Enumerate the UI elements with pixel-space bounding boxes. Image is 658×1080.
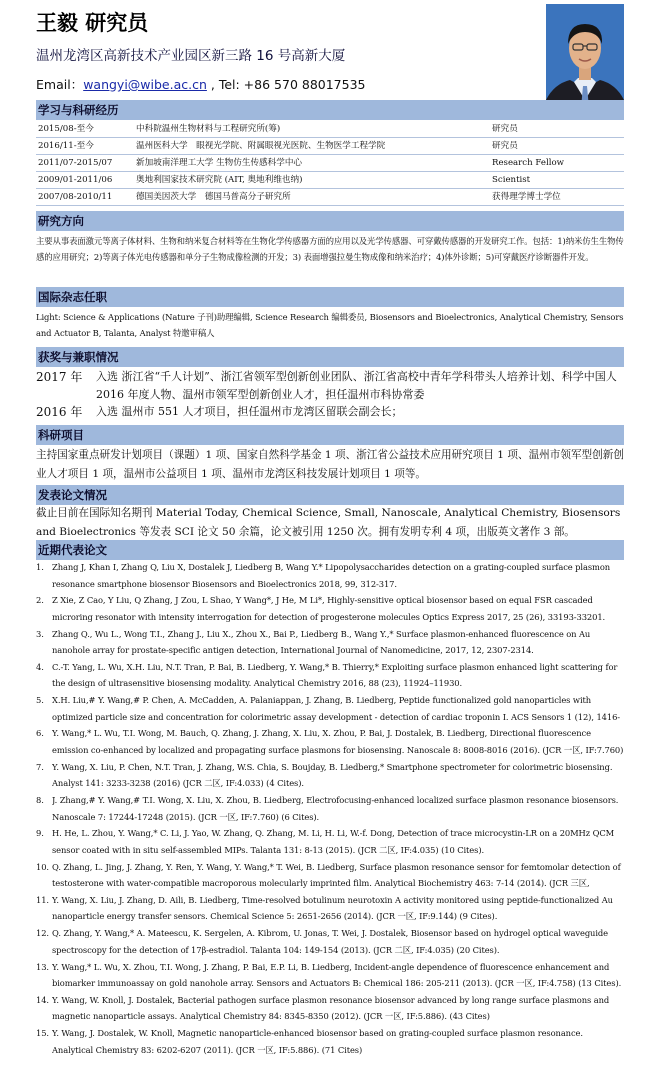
publication-number: 11. <box>36 894 49 905</box>
publication-item <box>36 925 624 958</box>
education-period: 2015/08-至今 <box>38 124 94 134</box>
award-row <box>36 403 624 421</box>
education-period: 2007/08-2010/11 <box>38 192 113 202</box>
publication-item <box>36 859 624 892</box>
publication-item <box>36 892 624 925</box>
award-text: 入选 温州市 551 人才项目，担任温州市龙湾区留联会副会长； <box>96 405 403 418</box>
publication-item <box>36 725 624 758</box>
education-role: Research Fellow <box>492 158 564 168</box>
publication-number: 14. <box>36 994 49 1005</box>
publication-number: 8. <box>36 795 44 806</box>
section-education-heading: 学习与科研经历 <box>36 100 624 120</box>
award-text: 入选 浙江省“千人计划”、浙江省领军型创新创业团队、浙江省高校中青年学科带头人培养计划、科学中国人 2016 年度人物、温州市领军型创新创业人才，担任温州市科协常委 <box>96 370 617 401</box>
publication-number: 2. <box>36 595 44 606</box>
publication-text: Z Xie, Z Cao, Y Liu, Q Zhang, J Zou, L Shao, Y Wang*, J He, M Li*, Highly-sensitive optical biosensor based on equal FSR cascaded microring resonator with intensity interrogation for detection of progesterone molecules Optics Express 2017, 25 (26), 33193-33201. <box>52 595 606 622</box>
section-papers-heading: 发表论文情况 <box>36 485 624 505</box>
publication-text: C.-T. Yang, L. Wu, X.H. Liu, N.T. Tran, P. Bai, B. Liedberg, Y. Wang,* B. Thierry,* Exploiting surface plasmon enhanced light scattering for the design of ultrasensitive biosensing modality. Analytical Chemistry 2016, 88 (23), 11924–11930. <box>52 661 618 689</box>
publication-text: Y. Wang, X. Liu, P. Chen, N.T. Tran, J. Zhang, W.S. Chia, S. Boujday, B. Liedberg,* Smartphone spectrometer for colorimetric biosensing. Analyst 141: 3233-3238 (2016) (JCR 二区, IF:4.033) (4 Cites). <box>52 761 613 789</box>
publication-item <box>36 792 624 825</box>
publication-text: Zhang Q., Wu L., Wong T.I., Zhang J., Liu X., Zhou X., Bai P., Liedberg B., Wang Y.,* Surface plasmon-enhanced fluorescence on Au nanohole array for prostate-specific antigen detection, International Journal of Nanomedicine, 2017, 12, 2307-2314. <box>52 628 591 656</box>
education-row <box>36 189 624 206</box>
email-label: Email： <box>36 77 84 92</box>
education-place: 奥地利国家技术研究院 (AIT, 奥地利维也纳) <box>136 175 303 185</box>
publication-item <box>36 825 624 858</box>
education-period: 2009/01-2011/06 <box>38 175 113 185</box>
section-recent-heading: 近期代表论文 <box>36 540 624 560</box>
publication-item <box>36 692 624 725</box>
education-period: 2011/07-2015/07 <box>38 158 113 168</box>
publication-text: Y. Wang, J. Dostalek, W. Knoll, Magnetic nanoparticle-enhanced biosensor based on grating-coupled surface plasmon resonance. Analytical Chemistry 83: 6202-6207 (2011). (JCR 一区, IF:5.886). (71 Cites) <box>52 1028 583 1055</box>
header <box>36 8 546 94</box>
publication-item <box>36 626 624 659</box>
education-place: 德国美因茨大学 德国马普高分子研究所 <box>136 192 291 202</box>
publication-text: Q. Zhang, Y. Wang,* A. Mateescu, K. Sergelen, A. Kibrom, U. Jonas, T. Wei, J. Dostalek, Biosensor based on hydrogel optical waveguide spectroscopy for the detection of 17β-estradiol. Talanta 104: 149-154 (2013). (JCR 二区, IF:4.035) (20 Cites). <box>52 928 608 955</box>
projects-text: 主持国家重点研发计划项目（课题）1 项、国家自然科学基金 1 项、浙江省公益技术应用研究项目 1 项、温州市领军型创新创业人才项目 1 项，温州市公益项目 1 项、温州市龙湾区科技发展计划项目 1 项等。 <box>36 449 624 480</box>
phone: , Tel: +86 570 88017535 <box>206 77 366 92</box>
publication-item <box>36 592 624 625</box>
publication-text: Y. Wang, X. Liu, J. Zhang, D. Aili, B. Liedberg, Time-resolved botulinum neurotoxin A activity monitored using peptide-functionalized Au nanoparticle energy transfer sensors. Chemical Science 5: 2651-2656 (2014). (JCR 一区, IF:9.144) (9 Cites). <box>52 894 613 922</box>
education-row <box>36 172 624 189</box>
publication-number: 1. <box>36 562 44 572</box>
publication-number: 3. <box>36 628 44 639</box>
award-row <box>36 368 624 404</box>
publication-item <box>36 959 624 992</box>
publication-number: 7. <box>36 761 44 772</box>
publication-number: 9. <box>36 828 44 839</box>
education-role: 研究员 <box>492 141 518 151</box>
publication-number: 12. <box>36 928 49 939</box>
email-link[interactable]: wangyi@wibe.ac.cn <box>83 77 207 92</box>
education-row <box>36 121 624 138</box>
education-place: 新加坡南洋理工大学 生物仿生传感科学中心 <box>136 158 303 168</box>
publication-text: X.H. Liu,# Y. Wang,# P. Chen, A. McCadden, A. Palaniappan, J. Zhang, B. Liedberg, Peptide functionalized gold nanoparticles with optimized particle size and concentration for colorimetric assay development - detection of cardiac troponin I. ACS Sensors 1 (12), 1416- <box>52 695 620 722</box>
section-awards-heading: 获奖与兼职情况 <box>36 347 624 367</box>
publication-number: 13. <box>36 961 49 972</box>
papers-text: 截止目前在国际知名期刊 Material Today, Chemical Science, Small, Nanoscale, Analytical Chemistry, Biosensors and Bioelectronics 等发表 SCI 论文 50 余篇，论文被引用 1250 次。拥有发明专利 4 项，出版英文著作 3 部。 <box>36 507 621 538</box>
person-name: 王毅 研究员 <box>36 11 149 35</box>
publication-item <box>36 659 624 692</box>
publication-number: 6. <box>36 728 44 739</box>
education-place: 中科院温州生物材料与工程研究所(筹) <box>136 124 281 134</box>
publication-text: H. He, L. Zhou, Y. Wang,* C. Li, J. Yao, W. Zhang, Q. Zhang, M. Li, H. Li, W.-f. Dong, Detection of trace microcystin-LR on a 20MHz QCM sensor coated with in situ self-assembled MIPs. Talanta 131: 8-13 (2015). (JCR 二区, IF:4.035) (10 Cites). <box>52 828 615 855</box>
publication-item <box>36 992 624 1025</box>
publication-text: J. Zhang,# Y. Wang,# T.I. Wong, X. Liu, X. Zhou, B. Liedberg, Electrofocusing-enhanced localized surface plasmon resonance biosensors. Nanoscale 7: 17244-17248 (2015). (JCR 一区, IF:7.760) (6 Cites). <box>52 795 619 822</box>
section-projects-heading: 科研项目 <box>36 425 624 445</box>
education-row <box>36 155 624 172</box>
award-year: 2016 年 <box>36 405 83 419</box>
education-row <box>36 138 624 155</box>
education-role: 获得理学博士学位 <box>492 192 561 202</box>
section-journals-heading: 国际杂志任职 <box>36 287 624 307</box>
publication-item <box>36 559 624 592</box>
education-role: Scientist <box>492 175 531 185</box>
education-role: 研究员 <box>492 124 518 134</box>
publication-number: 15. <box>36 1028 49 1039</box>
publication-item <box>36 759 624 792</box>
award-year: 2017 年 <box>36 370 83 384</box>
publication-text: Y. Wang,* L. Wu, X. Zhou, T.I. Wong, J. Zhang, P. Bai, E.P. Li, B. Liedberg, Incident-angle dependence of fluorescence enhancement and biomarker immunoassay on gold nanohole array. Sensors and Actuators B: Chemical 186: 205-211 (2013). (JCR 一区, IF:4.758) (13 Cites). <box>52 961 622 989</box>
publication-text: Y. Wang, W. Knoll, J. Dostalek, Bacterial pathogen surface plasmon resonance biosensor advanced by long range surface plasmons and magnetic nanoparticle assays. Analytical Chemistry 84: 8345-8350 (2012). (JCR 一区, IF:5.886). (43 Cites) <box>52 994 610 1022</box>
contact-line <box>36 76 546 94</box>
publication-text: Zhang J, Khan I, Zhang Q, Liu X, Dostalek J, Liedberg B, Wang Y.* Lipopolysaccharides detection on a grating-coupled surface plasmon resonance smartphone biosensor Biosensors and Bioelectronics 2018, 99, 312-317. <box>52 562 611 589</box>
education-period: 2016/11-至今 <box>38 141 94 151</box>
publication-text: Y. Wang,* L. Wu, T.I. Wong, M. Bauch, Q. Zhang, J. Zhang, X. Liu, X. Zhou, P. Bai, J. Dostalek, B. Liedberg, Directional fluorescence emission co-enhanced by localized and propagating surface plasmons for biosensing. Nanoscale 8: 8008-8016 (2016). (JCR 一区, IF:7.760) <box>52 728 624 755</box>
publication-number: 5. <box>36 695 44 706</box>
education-table <box>36 121 624 206</box>
education-place: 温州医科大学 眼视光学院、附属眼视光医院、生物医学工程学院 <box>136 141 386 151</box>
publication-number: 4. <box>36 661 44 672</box>
publication-text: Q. Zhang, L. Jing, J. Zhang, Y. Ren, Y. Wang, Y. Wang,* T. Wei, B. Liedberg, Surface plasmon resonance sensor for femtomolar detection of testosterone with water-compatible macroporous molecularly imprinted film. Analytical Biochemistry 463: 7-14 (2014). (JCR 三区, <box>52 861 621 889</box>
section-research-heading: 研究方向 <box>36 211 624 231</box>
journals-text: Light: Science & Applications (Nature 子刊)助理编辑, Science Research 编辑委员, Biosensors and Bioelectronics, Analytical Chemistry, Sensors and Actuator B, Talanta, Analyst 特邀审稿人 <box>36 312 624 338</box>
research-text: 主要从事表面激元等离子体材料、生物和纳米复合材料等在生物化学传感器方面的应用以及光学传感器、可穿戴传感器的开发研究工作。包括：1)纳米仿生生物传感的应用研究；2)等离子体光电传感器和单分子生物成像检测的开发；3) 表面增强拉曼生物成像和纳米治疗；4)体外诊断；5)可穿戴医疗诊断器件开发。 <box>36 236 624 262</box>
publication-number: 10. <box>36 861 49 872</box>
address: 温州龙湾区高新技术产业园区新三路 16 号高新大厦 <box>36 48 346 64</box>
publication-item <box>36 1025 624 1058</box>
publication-list <box>36 559 624 1058</box>
